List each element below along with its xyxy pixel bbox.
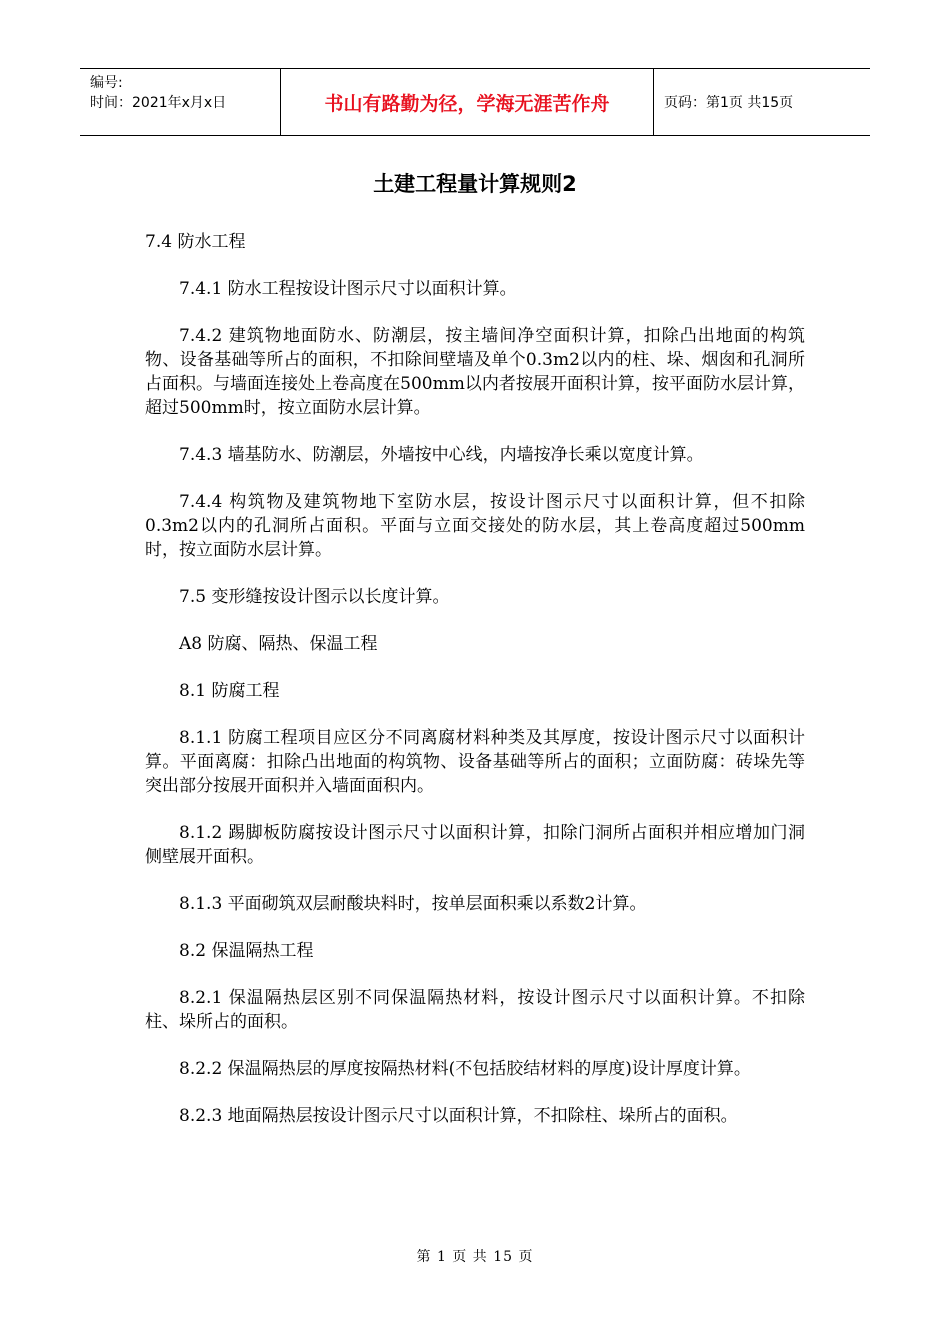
paragraph: 8.2.1 保温隔热层区别不同保温隔热材料，按设计图示尺寸以面积计算。不扣除柱、垛所占的面积。 [145, 988, 805, 1032]
paragraph: 8.1.2 踢脚板防腐按设计图示尺寸以面积计算，扣除门洞所占面积并相应增加门洞侧壁展开面积。 [145, 823, 805, 867]
motto-text: 书山有路勤为径，学海无涯苦作舟 [324, 92, 610, 115]
paragraph: 7.4 防水工程 [145, 232, 246, 252]
paragraph: 8.2.3 地面隔热层按设计图示尺寸以面积计算，不扣除柱、垛所占的面积。 [179, 1106, 738, 1126]
header-left-cell [80, 69, 280, 135]
paragraph: A8 防腐、隔热、保温工程 [179, 634, 378, 654]
paragraph: 7.4.1 防水工程按设计图示尺寸以面积计算。 [179, 279, 517, 299]
page-header [80, 68, 870, 136]
code-label: 编号: [90, 75, 123, 91]
paragraph: 8.1.3 平面砌筑双层耐酸块料时，按单层面积乘以系数2计算。 [179, 894, 647, 914]
paragraph: 8.1.1 防腐工程项目应区分不同离腐材料种类及其厚度，按设计图示尺寸以面积计算。平面离腐：扣除凸出地面的构筑物、设备基础等所占的面积；立面防腐：砖垛先等突出部分按展开面积并入墙面面积内。 [145, 728, 805, 796]
header-page-cell [654, 69, 870, 135]
document-body [145, 230, 805, 1151]
paragraph: 8.2 保温隔热工程 [179, 941, 314, 961]
document-title: 土建工程量计算规则2 [373, 172, 577, 196]
paragraph: 8.2.2 保温隔热层的厚度按隔热材料(不包括胶结材料的厚度)设计厚度计算。 [179, 1059, 751, 1079]
time-label: 时间：2021年x月x日 [90, 95, 227, 111]
paragraph: 7.4.2 建筑物地面防水、防潮层，按主墙间净空面积计算，扣除凸出地面的构筑物、设备基础等所占的面积，不扣除间壁墙及单个0.3m2以内的柱、垛、烟囱和孔洞所占面积。与墙面连接处上卷高度在500mm以内者按展开面积计算，按平面防水层计算，超过500mm时，按立面防水层计算。 [145, 326, 805, 418]
page-footer: 第 1 页 共 15 页 [416, 1249, 534, 1265]
page-info: 页码：第1页 共15页 [664, 95, 794, 111]
header-motto-cell [280, 69, 654, 135]
paragraph: 7.4.4 构筑物及建筑物地下室防水层，按设计图示尺寸以面积计算，但不扣除0.3m2以内的孔洞所占面积。平面与立面交接处的防水层，其上卷高度超过500mm时，按立面防水层计算。 [145, 492, 805, 560]
paragraph: 7.5 变形缝按设计图示以长度计算。 [179, 587, 450, 607]
paragraph: 7.4.3 墙基防水、防潮层，外墙按中心线，内墙按净长乘以宽度计算。 [179, 445, 704, 465]
paragraph: 8.1 防腐工程 [179, 681, 280, 701]
